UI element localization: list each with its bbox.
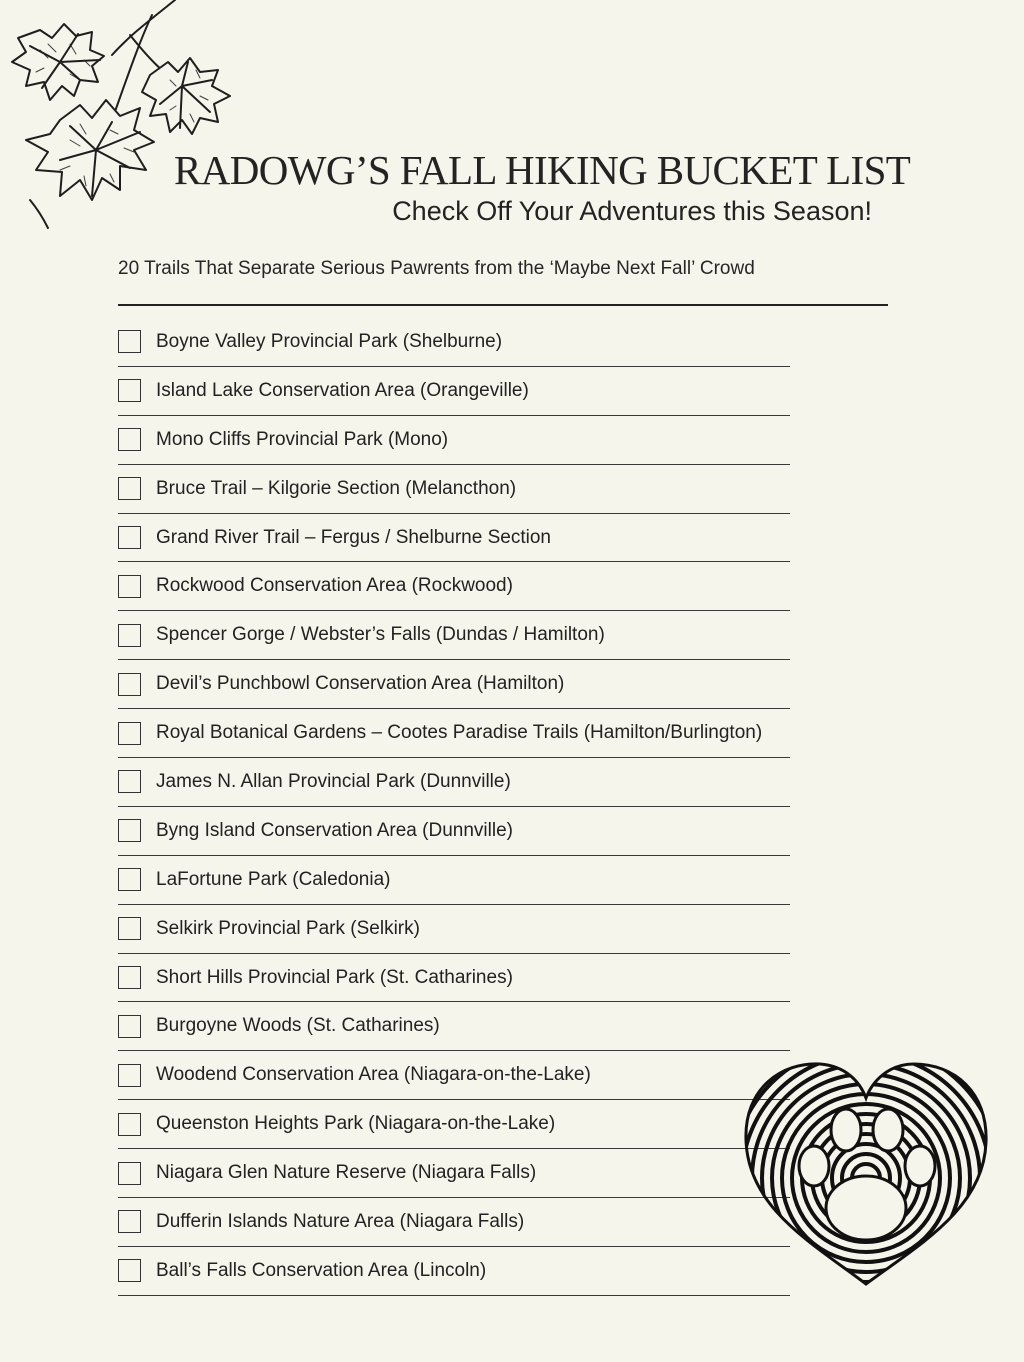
list-item [118, 905, 790, 954]
list-item [118, 1247, 790, 1296]
trail-label: Grand River Trail – Fergus / Shelburne Section [156, 526, 551, 548]
checkbox[interactable] [118, 575, 141, 598]
trail-checklist [118, 318, 790, 1296]
checkbox[interactable] [118, 1064, 141, 1087]
trail-label: Ball’s Falls Conservation Area (Lincoln) [156, 1259, 487, 1281]
checkbox[interactable] [118, 1210, 141, 1233]
trail-label: Spencer Gorge / Webster’s Falls (Dundas / Hamilton) [156, 624, 605, 646]
checkbox[interactable] [118, 1162, 141, 1185]
fingerprint-heart-paw-icon [742, 1058, 990, 1288]
trail-label: Byng Island Conservation Area (Dunnville) [156, 819, 513, 841]
divider [118, 304, 888, 306]
list-item [118, 611, 790, 660]
checkbox[interactable] [118, 966, 141, 989]
trail-label: Boyne Valley Provincial Park (Shelburne) [156, 330, 503, 352]
trail-label: Woodend Conservation Area (Niagara-on-the-Lake) [156, 1064, 591, 1086]
trail-label: Short Hills Provincial Park (St. Catharines) [156, 966, 513, 988]
checkbox[interactable] [118, 330, 141, 353]
trail-label: Mono Cliffs Provincial Park (Mono) [156, 428, 449, 450]
trail-label: Queenston Heights Park (Niagara-on-the-Lake) [156, 1113, 556, 1135]
intro-text: 20 Trails That Separate Serious Pawrents from the ‘Maybe Next Fall’ Crowd [118, 258, 755, 279]
trail-label: Royal Botanical Gardens – Cootes Paradise Trails (Hamilton/Burlington) [156, 722, 763, 744]
page-title: RADOWG’S FALL HIKING BUCKET LIST [174, 147, 911, 193]
list-item [118, 856, 790, 905]
maple-leaves-icon [0, 0, 245, 235]
checkbox[interactable] [118, 428, 141, 451]
checkbox[interactable] [118, 673, 141, 696]
checkbox[interactable] [118, 624, 141, 647]
checkbox[interactable] [118, 770, 141, 793]
list-item [118, 562, 790, 611]
checkbox[interactable] [118, 477, 141, 500]
checkbox[interactable] [118, 379, 141, 402]
checkbox[interactable] [118, 917, 141, 940]
checkbox[interactable] [118, 1259, 141, 1282]
trail-label: Niagara Glen Nature Reserve (Niagara Falls) [156, 1162, 537, 1184]
list-item [118, 1051, 790, 1100]
list-item [118, 367, 790, 416]
list-item [118, 465, 790, 514]
list-item [118, 954, 790, 1003]
list-item [118, 758, 790, 807]
list-item [118, 1198, 790, 1247]
trail-label: Devil’s Punchbowl Conservation Area (Hamilton) [156, 673, 565, 695]
trail-label: James N. Allan Provincial Park (Dunnville) [156, 770, 511, 792]
checkbox[interactable] [118, 526, 141, 549]
list-item [118, 709, 790, 758]
checkbox[interactable] [118, 1113, 141, 1136]
list-item [118, 660, 790, 709]
checkbox[interactable] [118, 819, 141, 842]
trail-label: Dufferin Islands Nature Area (Niagara Falls) [156, 1210, 525, 1232]
list-item [118, 514, 790, 563]
trail-label: Island Lake Conservation Area (Orangeville) [156, 379, 529, 401]
list-item [118, 318, 790, 367]
trail-label: Rockwood Conservation Area (Rockwood) [156, 575, 513, 597]
list-item [118, 416, 790, 465]
list-item [118, 1149, 790, 1198]
checkbox[interactable] [118, 1015, 141, 1038]
trail-label: Selkirk Provincial Park (Selkirk) [156, 917, 420, 939]
list-item [118, 1100, 790, 1149]
trail-label: Bruce Trail – Kilgorie Section (Melancthon) [156, 477, 517, 499]
trail-label: LaFortune Park (Caledonia) [156, 868, 391, 890]
checkbox[interactable] [118, 868, 141, 891]
trail-label: Burgoyne Woods (St. Catharines) [156, 1015, 440, 1037]
page-subtitle: Check Off Your Adventures this Season! [392, 196, 872, 226]
checkbox[interactable] [118, 722, 141, 745]
list-item [118, 1002, 790, 1051]
list-item [118, 807, 790, 856]
